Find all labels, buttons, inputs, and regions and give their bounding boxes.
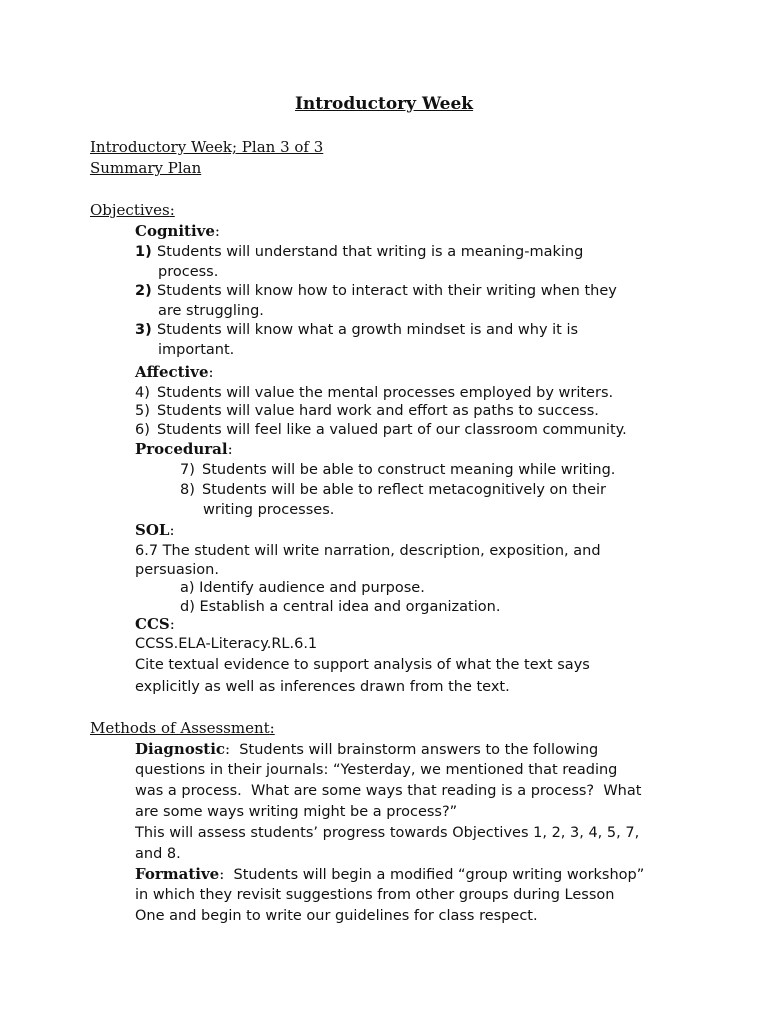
objectives-heading xyxy=(90,200,175,220)
diagnostic-text-line2: questions in their journals: “Yesterday, we mentioned that reading xyxy=(135,762,618,778)
procedural-item-8-text: Students will be able to reflect metacognitively on their xyxy=(202,482,607,498)
procedural-label-colon: : xyxy=(227,440,233,458)
diagnostic-text-line6: and 8. xyxy=(135,846,181,862)
diagnostic-text-line1: Students will brainstorm answers to the following xyxy=(230,742,599,758)
procedural-label xyxy=(135,439,233,459)
procedural-item-7-num: 7) xyxy=(180,462,195,478)
cognitive-item-1-text: Students will understand that writing is a meaning-making xyxy=(157,244,584,260)
sol-label xyxy=(135,520,175,540)
affective-item-6 xyxy=(135,420,627,440)
cognitive-label xyxy=(135,221,220,241)
sol-standard-line1: 6.7 The student will write narration, description, exposition, and xyxy=(135,543,601,559)
ccs-label-text: CCS xyxy=(135,615,170,633)
cognitive-item-2-num: 2) xyxy=(135,283,152,299)
cognitive-item-3-text: Students will know what a growth mindset is and why it is xyxy=(157,322,579,338)
objectives-heading-colon: : xyxy=(169,201,175,219)
affective-item-4-text: Students will value the mental processes employed by writers. xyxy=(157,385,614,401)
ccs-text-line2: explicitly as well as inferences drawn from the text. xyxy=(135,679,510,695)
cognitive-item-2-cont: are struggling. xyxy=(158,303,264,319)
procedural-item-8 xyxy=(180,480,606,500)
procedural-item-8-num: 8) xyxy=(180,482,195,498)
diagnostic-text-line3: was a process. What are some ways that reading is a process? What xyxy=(135,783,642,799)
affective-item-4-num: 4) xyxy=(135,385,150,401)
cognitive-item-1 xyxy=(135,242,583,262)
affective-label xyxy=(135,362,214,382)
sol-item-d: d) Establish a central idea and organization. xyxy=(180,599,501,615)
cognitive-label-text: Cognitive xyxy=(135,222,215,240)
formative-label-colon: : xyxy=(219,865,225,883)
cognitive-item-1-cont: process. xyxy=(158,264,219,280)
procedural-item-7 xyxy=(180,460,615,480)
ccs-code: CCSS.ELA-Literacy.RL.6.1 xyxy=(135,636,318,652)
sol-standard-line2: persuasion. xyxy=(135,562,219,578)
formative-label: Formative xyxy=(135,865,220,883)
affective-label-text: Affective xyxy=(135,363,209,381)
plan-subtitle: Introductory Week; Plan 3 of 3 xyxy=(90,138,324,156)
ccs-text-line1: Cite textual evidence to support analysis of what the text says xyxy=(135,657,590,673)
sol-item-a: a) Identify audience and purpose. xyxy=(180,580,425,596)
document-title: Introductory Week xyxy=(294,94,474,114)
diagnostic-label-colon: : xyxy=(225,740,231,758)
affective-item-5-text: Students will value hard work and effort as paths to success. xyxy=(157,403,599,419)
ccs-label xyxy=(135,614,175,634)
procedural-item-8-cont: writing processes. xyxy=(203,502,335,518)
affective-label-colon: : xyxy=(208,363,214,381)
cognitive-item-3 xyxy=(135,320,578,340)
diagnostic-text-line5: This will assess students’ progress towards Objectives 1, 2, 3, 4, 5, 7, xyxy=(135,825,640,841)
cognitive-item-2 xyxy=(135,281,617,301)
cognitive-label-colon: : xyxy=(214,222,220,240)
procedural-label-text: Procedural xyxy=(135,440,228,458)
sol-label-text: SOL xyxy=(135,521,170,539)
cognitive-item-3-cont: important. xyxy=(158,342,235,358)
formative-line1 xyxy=(135,864,644,885)
summary-plan-heading: Summary Plan xyxy=(90,159,202,177)
assessment-heading xyxy=(90,718,275,738)
procedural-item-7-text: Students will be able to construct meaning while writing. xyxy=(202,462,616,478)
affective-item-6-text: Students will feel like a valued part of our classroom community. xyxy=(157,422,627,438)
diagnostic-line1 xyxy=(135,739,598,760)
cognitive-item-2-text: Students will know how to interact with their writing when they xyxy=(157,283,617,299)
affective-item-5-num: 5) xyxy=(135,403,150,419)
diagnostic-label: Diagnostic xyxy=(135,740,226,758)
assessment-heading-colon: : xyxy=(269,719,275,737)
diagnostic-text-line4: are some ways writing might be a process?” xyxy=(135,804,458,820)
ccs-label-colon: : xyxy=(169,615,175,633)
affective-item-4 xyxy=(135,383,613,403)
formative-text-line2: in which they revisit suggestions from other groups during Lesson xyxy=(135,887,615,903)
cognitive-item-1-num: 1) xyxy=(135,244,152,260)
objectives-heading-text: Objectives xyxy=(90,201,170,219)
assessment-heading-text: Methods of Assessment xyxy=(90,719,270,737)
affective-item-6-num: 6) xyxy=(135,422,150,438)
formative-text-line1: Students will begin a modified “group writing workshop” xyxy=(224,867,645,883)
affective-item-5 xyxy=(135,401,599,421)
cognitive-item-3-num: 3) xyxy=(135,322,152,338)
sol-label-colon: : xyxy=(169,521,175,539)
formative-text-line3: One and begin to write our guidelines for class respect. xyxy=(135,908,538,924)
